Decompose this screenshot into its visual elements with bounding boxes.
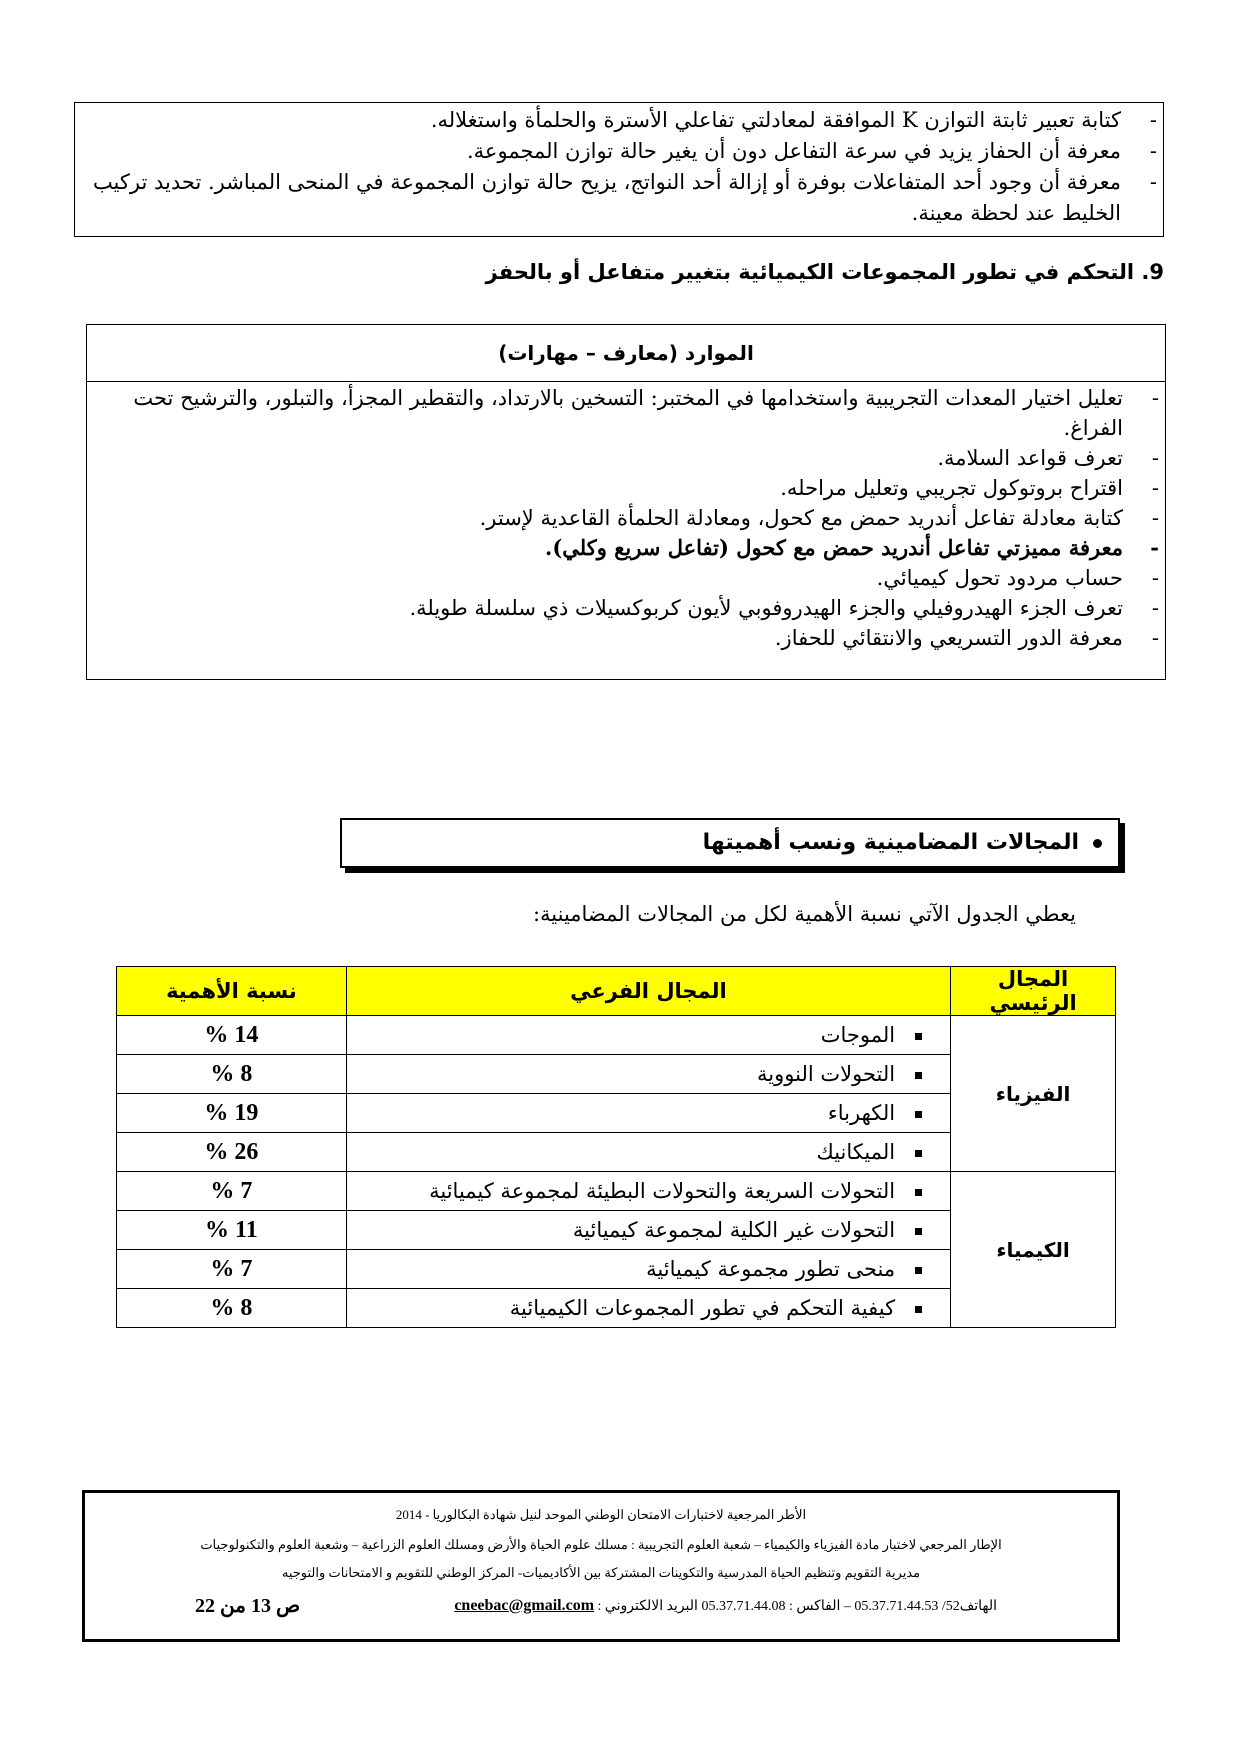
footer-email-link[interactable]: cneebac@gmail.com — [454, 1597, 595, 1614]
sub-domain-cell — [346, 1172, 950, 1211]
list-item: - معرفة الدور التسريعي والانتقائي للحفاز. — [95, 623, 1165, 653]
square-bullet-icon — [915, 1150, 922, 1157]
list-item: - كتابة معادلة تفاعل أندريد حمض مع كحول، ومعادلة الحلمأة القاعدية لإستر. — [95, 503, 1165, 533]
bullet-icon — [1093, 839, 1102, 848]
sub-domain-label: الكهرباء — [827, 1101, 896, 1125]
list-item: - معرفة أن وجود أحد المتفاعلات بوفرة أو إزالة أحد النواتج، يزيح حالة توازن المجموعة في المنحى المباشر. تحديد تركيب الخليط عند لحظة معينة. — [85, 167, 1163, 229]
main-domain-chemistry: الكيمياء — [951, 1172, 1116, 1328]
sub-domain-cell — [346, 1250, 950, 1289]
list-item: - معرفة أن الحفاز يزيد في سرعة التفاعل دون أن يغير حالة توازن المجموعة. — [85, 136, 1163, 167]
list-item: - معرفة مميزتي تفاعل أندريد حمض مع كحول (تفاعل سريع وكلي). — [95, 533, 1165, 563]
weight-cell: 7 % — [117, 1172, 347, 1211]
resources-header: الموارد (معارف – مهارات) — [87, 325, 1165, 382]
weight-cell: 14 % — [117, 1016, 347, 1055]
sub-domain-label: التحولات السريعة والتحولات البطيئة لمجموعة كيميائية — [429, 1179, 896, 1203]
resources-list — [95, 383, 1165, 653]
weight-cell: 11 % — [117, 1211, 347, 1250]
section-heading-wrap — [703, 820, 1102, 866]
main-domain-physics: الفيزياء — [951, 1016, 1116, 1172]
top-box — [74, 102, 1164, 237]
table-row — [117, 1016, 1116, 1055]
weight-cell: 19 % — [117, 1094, 347, 1133]
list-item: - تعرف قواعد السلامة. — [95, 443, 1165, 473]
square-bullet-icon — [915, 1306, 922, 1313]
list-item: - حساب مردود تحول كيميائي. — [95, 563, 1165, 593]
page-footer — [82, 1490, 1120, 1642]
list-item: - تعليل اختيار المعدات التجريبية واستخدامها في المختبر: التسخين بالارتداد، والتقطير المجزأ، والتبلور، والترشيح تحت الفراغ. — [95, 383, 1165, 443]
list-item: - اقتراح بروتوكول تجريبي وتعليل مراحله. — [95, 473, 1165, 503]
section-9-title: 9. التحكم في تطور المجموعات الكيميائية بتغيير متفاعل أو بالحفز — [485, 260, 1164, 284]
sub-domain-label: التحولات النووية — [757, 1062, 896, 1086]
footer-line-1: الأطر المرجعية لاختبارات الامتحان الوطني الموحد لنيل شهادة البكالوريا - 2014 — [395, 1507, 807, 1522]
list-item: - كتابة تعبير ثابتة التوازن K الموافقة لمعادلتي تفاعلي الأسترة والحلمأة واستغلاله. — [85, 105, 1163, 136]
sub-domain-cell — [346, 1055, 950, 1094]
sub-domain-cell — [346, 1289, 950, 1328]
weight-cell: 8 % — [117, 1055, 347, 1094]
square-bullet-icon — [915, 1228, 922, 1235]
table-header-row — [117, 967, 1116, 1016]
sub-domain-label: كيفية التحكم في تطور المجموعات الكيميائية — [509, 1296, 896, 1320]
sub-domain-cell — [346, 1016, 950, 1055]
weight-cell: 8 % — [117, 1289, 347, 1328]
square-bullet-icon — [915, 1189, 922, 1196]
sub-domain-cell — [346, 1211, 950, 1250]
sub-domain-label: منحى تطور مجموعة كيميائية — [646, 1257, 896, 1281]
weight-cell: 26 % — [117, 1133, 347, 1172]
footer-line-3: مديرية التقويم وتنظيم الحياة المدرسية والتكوينات المشتركة بين الأكاديميات- المركز الوطني للتقويم و الامتحانات والتوجيه — [281, 1565, 921, 1580]
sub-domain-cell — [346, 1133, 950, 1172]
square-bullet-icon — [915, 1267, 922, 1274]
footer-contact-line — [454, 1597, 997, 1615]
square-bullet-icon — [915, 1033, 922, 1040]
footer-contact: الهاتف52/ 05.37.71.44.53 – الفاكس : 05.37.71.44.08 البريد الالكتروني : — [597, 1599, 997, 1614]
list-item: - تعرف الجزء الهيدروفيلي والجزء الهيدروفوبي لأيون كربوكسيلات ذي سلسلة طويلة. — [95, 593, 1165, 623]
table-row — [117, 1172, 1116, 1211]
header-sub-domain: المجال الفرعي — [346, 967, 950, 1016]
sub-domain-cell — [346, 1094, 950, 1133]
square-bullet-icon — [915, 1072, 922, 1079]
header-weight: نسبة الأهمية — [117, 967, 347, 1016]
header-main-domain: المجال الرئيسي — [951, 967, 1116, 1016]
section-heading: المجالات المضامينية ونسب أهميتها — [702, 830, 1079, 855]
top-box-list — [85, 105, 1163, 229]
page-number: ص 13 من 22 — [195, 1595, 301, 1617]
sub-domain-label: الميكانيك — [816, 1140, 896, 1164]
weights-table — [116, 966, 1116, 1328]
sub-domain-label: التحولات غير الكلية لمجموعة كيميائية — [572, 1218, 896, 1242]
resources-table — [86, 324, 1166, 680]
intro-text: يعطي الجدول الآتي نسبة الأهمية لكل من المجالات المضامينية: — [532, 902, 1076, 926]
weight-cell: 7 % — [117, 1250, 347, 1289]
square-bullet-icon — [915, 1111, 922, 1118]
section-heading-box — [340, 818, 1120, 868]
footer-line-2: الإطار المرجعي لاختبار مادة الفيزياء والكيمياء – شعبة العلوم التجريبية : مسلك علوم الحياة والأرض ومسلك العلوم الزراعية – وشعبة العلوم والتكنولوجيات — [200, 1537, 1002, 1552]
sub-domain-label: الموجات — [820, 1023, 896, 1047]
